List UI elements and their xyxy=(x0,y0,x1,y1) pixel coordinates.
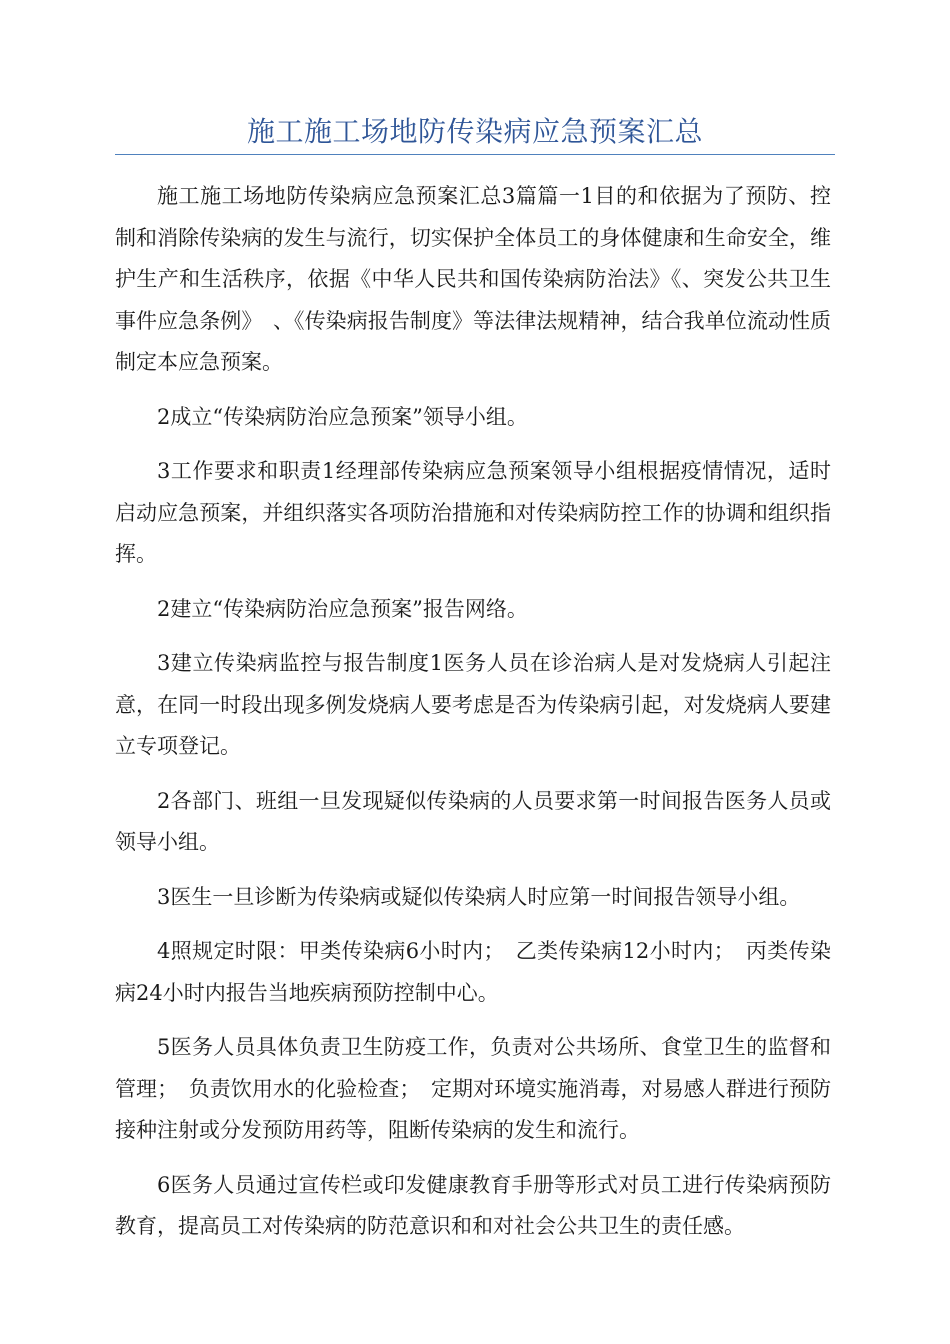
document-body xyxy=(115,176,831,1261)
paragraph-time-limits: 4照规定时限：甲类传染病6小时内； 乙类传染病12小时内； 丙类传染病24小时内报告当地疾病预防控制中心。 xyxy=(115,939,831,1005)
paragraph-health-education: 6医务人员通过宣传栏或印发健康教育手册等形式对员工进行传染病预防教育，提高员工对传染病的防范意识和和对社会公共卫生的责任感。 xyxy=(115,1172,831,1238)
paragraph-purpose: 施工施工场地防传染病应急预案汇总3篇篇一1目的和依据为了预防、控制和消除传染病的发生与流行，切实保护全体员工的身体健康和生命安全，维护生产和生活秩序，依据《中华人民共和国传染病防治法》《、突发公共卫生事件应急条例》 、《传染病报告制度》等法律法规精神，结合我单位流动性质制定本应急预案。 xyxy=(115,184,831,374)
document-title: 施工施工场地防传染病应急预案汇总 xyxy=(246,115,703,148)
paragraph-doctor-report: 3医生一旦诊断为传染病或疑似传染病人时应第一时间报告领导小组。 xyxy=(157,884,801,909)
paragraph-medical-duties: 5医务人员具体负责卫生防疫工作，负责对公共场所、食堂卫生的监督和管理； 负责饮用水的化验检查； 定期对环境实施消毒，对易感人群进行预防接种注射或分发预防用药等，阻断传染病的发生和流行。 xyxy=(115,1035,831,1142)
paragraph-department-report: 2各部门、班组一旦发现疑似传染病的人员要求第一时间报告医务人员或领导小组。 xyxy=(115,788,831,854)
paragraph-leadership-group: 2成立“传染病防治应急预案”领导小组。 xyxy=(157,404,528,429)
paragraph-work-requirements: 3工作要求和职责1经理部传染病应急预案领导小组根据疫情情况，适时启动应急预案，并组织落实各项防治措施和对传染病防控工作的协调和组织指挥。 xyxy=(115,459,831,566)
paragraph-monitoring-system: 3建立传染病监控与报告制度1医务人员在诊治病人是对发烧病人引起注意，在同一时段出现多例发烧病人要考虑是否为传染病引起，对发烧病人要建立专项登记。 xyxy=(115,651,831,758)
paragraph-reporting-network: 2建立“传染病防治应急预案”报告网络。 xyxy=(157,596,528,621)
title-underline xyxy=(115,154,835,155)
